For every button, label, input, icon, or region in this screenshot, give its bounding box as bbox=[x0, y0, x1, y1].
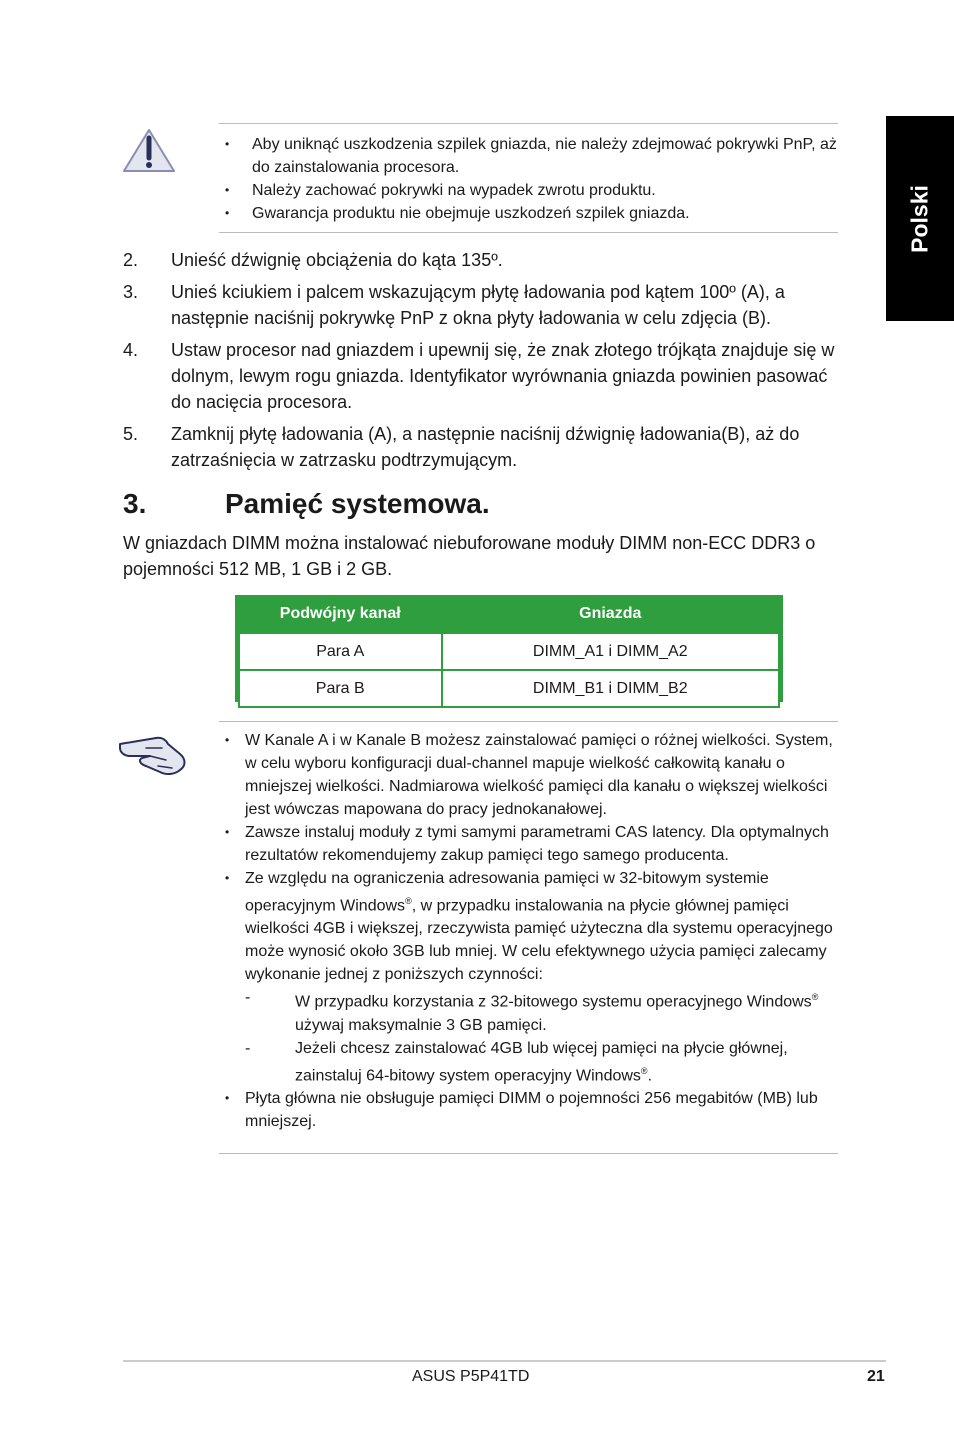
step-number: 2. bbox=[123, 250, 139, 270]
table-cell: Para B bbox=[239, 670, 442, 707]
table-cell: Para A bbox=[239, 633, 442, 670]
table-header-cell: Podwójny kanał bbox=[279, 604, 401, 622]
sub-text: używaj maksymalnie 3 GB pamięci. bbox=[295, 1016, 547, 1034]
table-cell: DIMM_A1 i DIMM_A2 bbox=[442, 633, 780, 670]
dimm-table bbox=[235, 595, 783, 702]
sub-item bbox=[245, 1037, 838, 1087]
footer-page-number: 21 bbox=[867, 1368, 885, 1385]
table-row bbox=[239, 633, 779, 670]
section-intro: W gniazdach DIMM można instalować niebuforowane moduły DIMM non-ECC DDR3 o pojemności 512 MB, 1 GB i 2 GB. bbox=[123, 533, 816, 579]
step-number: 4. bbox=[123, 340, 139, 360]
step-2 bbox=[123, 247, 843, 273]
note-item: • Płyta główna nie obsługuje pamięci DIMM o pojemności 256 megabitów (MB) lub mniejszej. bbox=[219, 1087, 838, 1133]
step-5 bbox=[123, 421, 843, 473]
memory-notes bbox=[219, 729, 838, 1133]
caution-top-rule bbox=[219, 123, 838, 124]
sub-item bbox=[245, 986, 838, 1036]
language-tab bbox=[886, 116, 954, 321]
step-number: 5. bbox=[123, 424, 139, 444]
step-4 bbox=[123, 337, 843, 415]
step-3 bbox=[123, 279, 843, 331]
table-header-cell: Gniazda bbox=[579, 604, 642, 622]
note-item: • W Kanale A i w Kanale B możesz zainstalować pamięci o różnej wielkości. System, w celu wyboru konfiguracji dual-channel mapuje wielkość całkowitą kanału o mniejszej wielkości. Nadmiarowa wielkość pamięci dla kanału o większej wielkości jest wówczas mapowana do pracy jednokanałowej. bbox=[219, 729, 838, 821]
step-number: 3. bbox=[123, 282, 139, 302]
caution-item: • Aby uniknąć uszkodzenia szpilek gniazda, nie należy zdejmować pokrywki PnP, aż do zainstalowania procesora. bbox=[219, 133, 838, 179]
caution-item: • Należy zachować pokrywki na wypadek zwrotu produktu. bbox=[219, 179, 838, 202]
section-title: Pamięć systemowa. bbox=[225, 488, 490, 519]
caution-icon bbox=[121, 126, 177, 174]
footer-product: ASUS P5P41TD bbox=[412, 1368, 530, 1385]
step-text: Ustaw procesor nad gniazdem i upewnij się, że znak złotego trójkąta znajduje się w dolnym, lewym rogu gniazda. Identyfikator wyrównania gniazda powinien pasować do nacięcia procesora. bbox=[171, 340, 835, 412]
table-row bbox=[239, 670, 779, 707]
note-bottom-rule bbox=[219, 1153, 838, 1154]
language-tab-label: Polski bbox=[906, 184, 933, 253]
registered-mark: ® bbox=[811, 992, 819, 1003]
section-number: 3. bbox=[123, 488, 147, 519]
sub-text: Jeżeli chcesz zainstalować 4GB lub więcej pamięci na płycie głównej, zainstaluj 64-bitowy system operacyjny Windows bbox=[295, 1039, 788, 1084]
registered-mark: ® bbox=[640, 1065, 648, 1076]
note-item: • Zawsze instaluj moduły z tymi samymi parametrami CAS latency. Dla optymalnych rezultatów rekomendujemy zakup pamięci tego samego producenta. bbox=[219, 821, 838, 867]
table-cell: DIMM_B1 i DIMM_B2 bbox=[442, 670, 780, 707]
note-text: , w przypadku instalowania na płycie głównej pamięci wielkości 4GB i większej, rzeczywista pamięć użyteczna dla systemu operacyjnego może wynosić około 3GB lub mniej. W celu efektywnego użycia pamięci zalecamy wykonanie jednej z poniższych czynności: bbox=[245, 897, 833, 984]
caution-bottom-rule bbox=[219, 232, 838, 233]
caution-notes bbox=[219, 133, 838, 225]
sub-text: . bbox=[647, 1066, 653, 1084]
note-top-rule bbox=[219, 721, 838, 722]
step-text: Unieść dźwignię obciążenia do kąta 135º. bbox=[171, 250, 503, 270]
caution-item: • Gwarancja produktu nie obejmuje uszkodzeń szpilek gniazda. bbox=[219, 202, 838, 225]
note-item bbox=[219, 867, 838, 1087]
dash-marker: - bbox=[245, 1039, 251, 1057]
registered-mark: ® bbox=[405, 896, 412, 906]
footer-rule bbox=[123, 1360, 886, 1362]
sub-text: W przypadku korzystania z 32-bitowego systemu operacyjnego Windows bbox=[295, 993, 812, 1011]
table-header-row bbox=[239, 595, 779, 633]
step-text: Unieś kciukiem i palcem wskazującym płytę ładowania pod kątem 100º (A), a następnie naciśnij pokrywkę PnP z okna płyty ładowania w celu zdjęcia (B). bbox=[171, 282, 785, 328]
hand-pointer-icon bbox=[116, 732, 188, 778]
note-text: Ze względu na ograniczenia adresowania pamięci w 32-bitowym systemie operacyjnym Windows bbox=[245, 870, 769, 915]
dash-marker: - bbox=[245, 989, 251, 1007]
step-text: Zamknij płytę ładowania (A), a następnie naciśnij dźwignię ładowania(B), aż do zatrzaśnięcia w zatrzasku podtrzymującym. bbox=[171, 424, 800, 470]
